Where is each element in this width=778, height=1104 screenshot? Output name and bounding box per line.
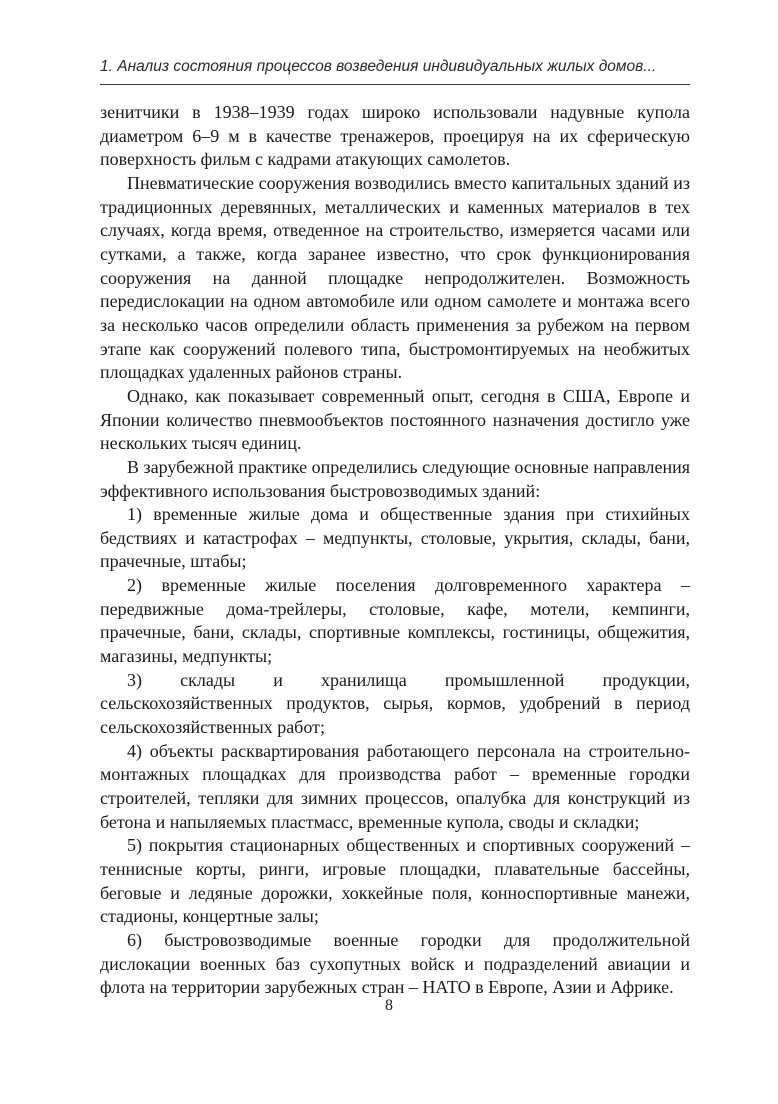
running-header: 1. Анализ состояния процессов возведения индивидуальных жилых домов... (100, 58, 657, 75)
paragraph-continued: зенитчики в 1938–1939 годах широко использовали надувные купола диаметром 6–9 м в качестве тренажеров, проецируя на их сферическую поверхность фильм с кадрами атакующих самолетов. (100, 102, 690, 170)
list-item-3: 3) склады и хранилища промышленной продукции, сельскохозяйственных продуктов, сырья, кормов, удобрений в период сельскохозяйственных работ; (100, 669, 690, 738)
body-text (100, 101, 690, 1000)
list-item-1: 1) временные жилые дома и общественные здания при стихийных бедствиях и катастрофах – медпункты, столовые, укрытия, склады, бани, прачечные, штабы; (100, 504, 690, 572)
page-number: 8 (385, 997, 393, 1014)
list-item-4: 4) объекты расквартирования работающего персонала на строительно-монтажных площадках для производства работ – временные городки строителей, тепляки для зимних процессов, опалубка для конструкций из бетона и напыляемых пластмасс, временные купола, своды и складки; (100, 740, 690, 832)
list-item-6: 6) быстровозводимые военные городки для продолжительной дислокации военных баз сухопутных войск и подразделений авиации и флота на территории зарубежных стран – НАТО в Европе, Азии и Африке. (100, 929, 690, 998)
list-item-2: 2) временные жилые поселения долговременного характера – передвижные дома-трейлеры, столовые, кафе, мотели, кемпинги, прачечные, бани, склады, спортивные комплексы, гостиницы, общежития, магазины, медпункты; (100, 575, 690, 667)
paragraph-modern-experience: Однако, как показывает современный опыт, сегодня в США, Европе и Японии количество пневмообъектов постоянного назначения достигло уже нескольких тысяч единиц. (100, 385, 690, 454)
paragraph-pneumatic-structures: Пневматические сооружения возводились вместо капитальных зданий из традиционных деревянных, металлических и каменных материалов в тех случаях, когда время, отведенное на строительство, измеряется часами или сутками, а также, когда заранее известно, что срок функционирования сооружения на данной площадке непродолжителен. Возможность передислокации на одном автомобиле или одном самолете и монтажа всего за несколько часов определили область применения за рубежом на первом этапе как сооружений полевого типа, быстромонтируемых на необжитых площадках удаленных районов страны. (100, 172, 690, 383)
list-item-5: 5) покрытия стационарных общественных и спортивных сооружений – теннисные корты, ринги, игровые площадки, плавательные бассейны, беговые и ледяные дорожки, хоккейные поля, конноспортивные манежи, стадионы, концертные залы; (100, 835, 690, 927)
paragraph-directions-intro: В зарубежной практике определились следующие основные направления эффективного использования быстровозводимых зданий: (100, 456, 691, 501)
header-divider (100, 84, 690, 85)
